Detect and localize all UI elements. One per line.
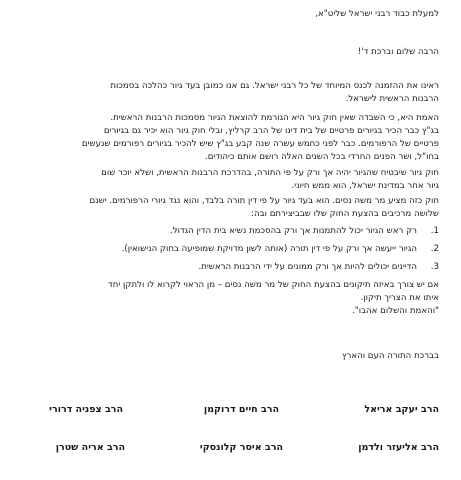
paragraph-3-line: גיור אחר במדינת ישראל, הוא ממש חיוני. bbox=[291, 181, 439, 191]
signature-name: הרב אריה שטרן bbox=[55, 442, 125, 453]
list-item bbox=[21, 244, 439, 255]
paragraph-4-line: איתו את הצריך תיקון. bbox=[360, 293, 439, 303]
list-text: רק ראש הגיור יכול להתמנות אך ורק בהסכמת נשיא בית הדין הגדול. bbox=[169, 226, 417, 236]
paragraph-2-line: בחו"ל, ושר הפנים החרדי בכל השנים האלה רושם אותם כיהודים. bbox=[204, 152, 439, 162]
signature-name: הרב אליעזר ולדמן bbox=[358, 442, 439, 453]
paragraph-2-line: פרטיים של הרפורמים. כבר לפני כחמש עשרה שנה קבע בג"ץ שיש להכיר בגיורים רפורמים שנעשים bbox=[81, 139, 439, 149]
letter-greeting: הרבה שלום וברכת ד'! bbox=[357, 47, 439, 57]
paragraph-2-line: האמת היא, כי השבדה שאין חוק גיור היא הגורמת להוצאת הגיור מסמכות הרבנות הראשית. bbox=[110, 113, 439, 123]
signature-name: הרב יעקב אריאל bbox=[364, 404, 439, 415]
paragraph-4-line: "והאמת והשלום אהבו". bbox=[352, 306, 439, 316]
signature-name: הרב איסר קלונסקי bbox=[199, 442, 283, 453]
paragraph-3-line: חוק גיור שיבטיח שהגיור יהיה אך ורק על פי התורה, בהדרכת הרבנות הראשית, ושלא יוכר שום bbox=[101, 168, 439, 178]
list-number: 2. bbox=[430, 244, 439, 254]
letter-addressee: למעלת כבוד רבני ישראל שליט"א, bbox=[315, 9, 439, 19]
list-item bbox=[21, 226, 439, 237]
signature-name: הרב חיים דרוקמן bbox=[203, 404, 279, 415]
list-number: 3. bbox=[430, 262, 439, 272]
paragraph-3-line: חוק כזה מציע מר משה נסים. הוא בעד גיור על פי דין תורה בלבד, והוא נגד גיורי הרפורמים. ישנם bbox=[89, 196, 439, 206]
list-text: הגיור ייעשה אך ורק על פי דין תורה (אותה לשון מדויקת שמופיעה בחוק הנישואין). bbox=[121, 244, 417, 254]
paragraph-4-line: אם יש צורך באיזה תיקונים בהצעת החוק של מר משה נסים – מן הראוי לקרוא לו ולתקן יחד bbox=[108, 280, 439, 290]
signature-name: הרב צפניה דרורי bbox=[49, 404, 123, 415]
list-text: הדיינים יכולים להיות אך ורק ממונים על ידי הרבנות הראשית. bbox=[198, 262, 417, 272]
paragraph-3-line: שלושה מרכיבים בהצעת החוק שלו שבביצירתם ובה: bbox=[251, 209, 439, 219]
paragraph-1-line: הרבנות הראשית לישראל. bbox=[345, 94, 439, 104]
paragraph-2-line: בג"ץ כבר הכיר בגיורים פרטיים של בית דינו של הרב קרליץ, ובלי חוק גיור הוא יכיר גם בגיורים bbox=[103, 126, 439, 136]
list-number: 1. bbox=[430, 226, 439, 236]
letter-closing: בברכת התורה העם והארץ bbox=[341, 351, 439, 361]
paragraph-1-line: ראינו את ההזמנה לכנס המיוחד של כל רבני ישראל. גם אנו כמובן בעד גיור כהלכה בסמכות bbox=[110, 81, 439, 91]
list-item bbox=[21, 262, 439, 273]
